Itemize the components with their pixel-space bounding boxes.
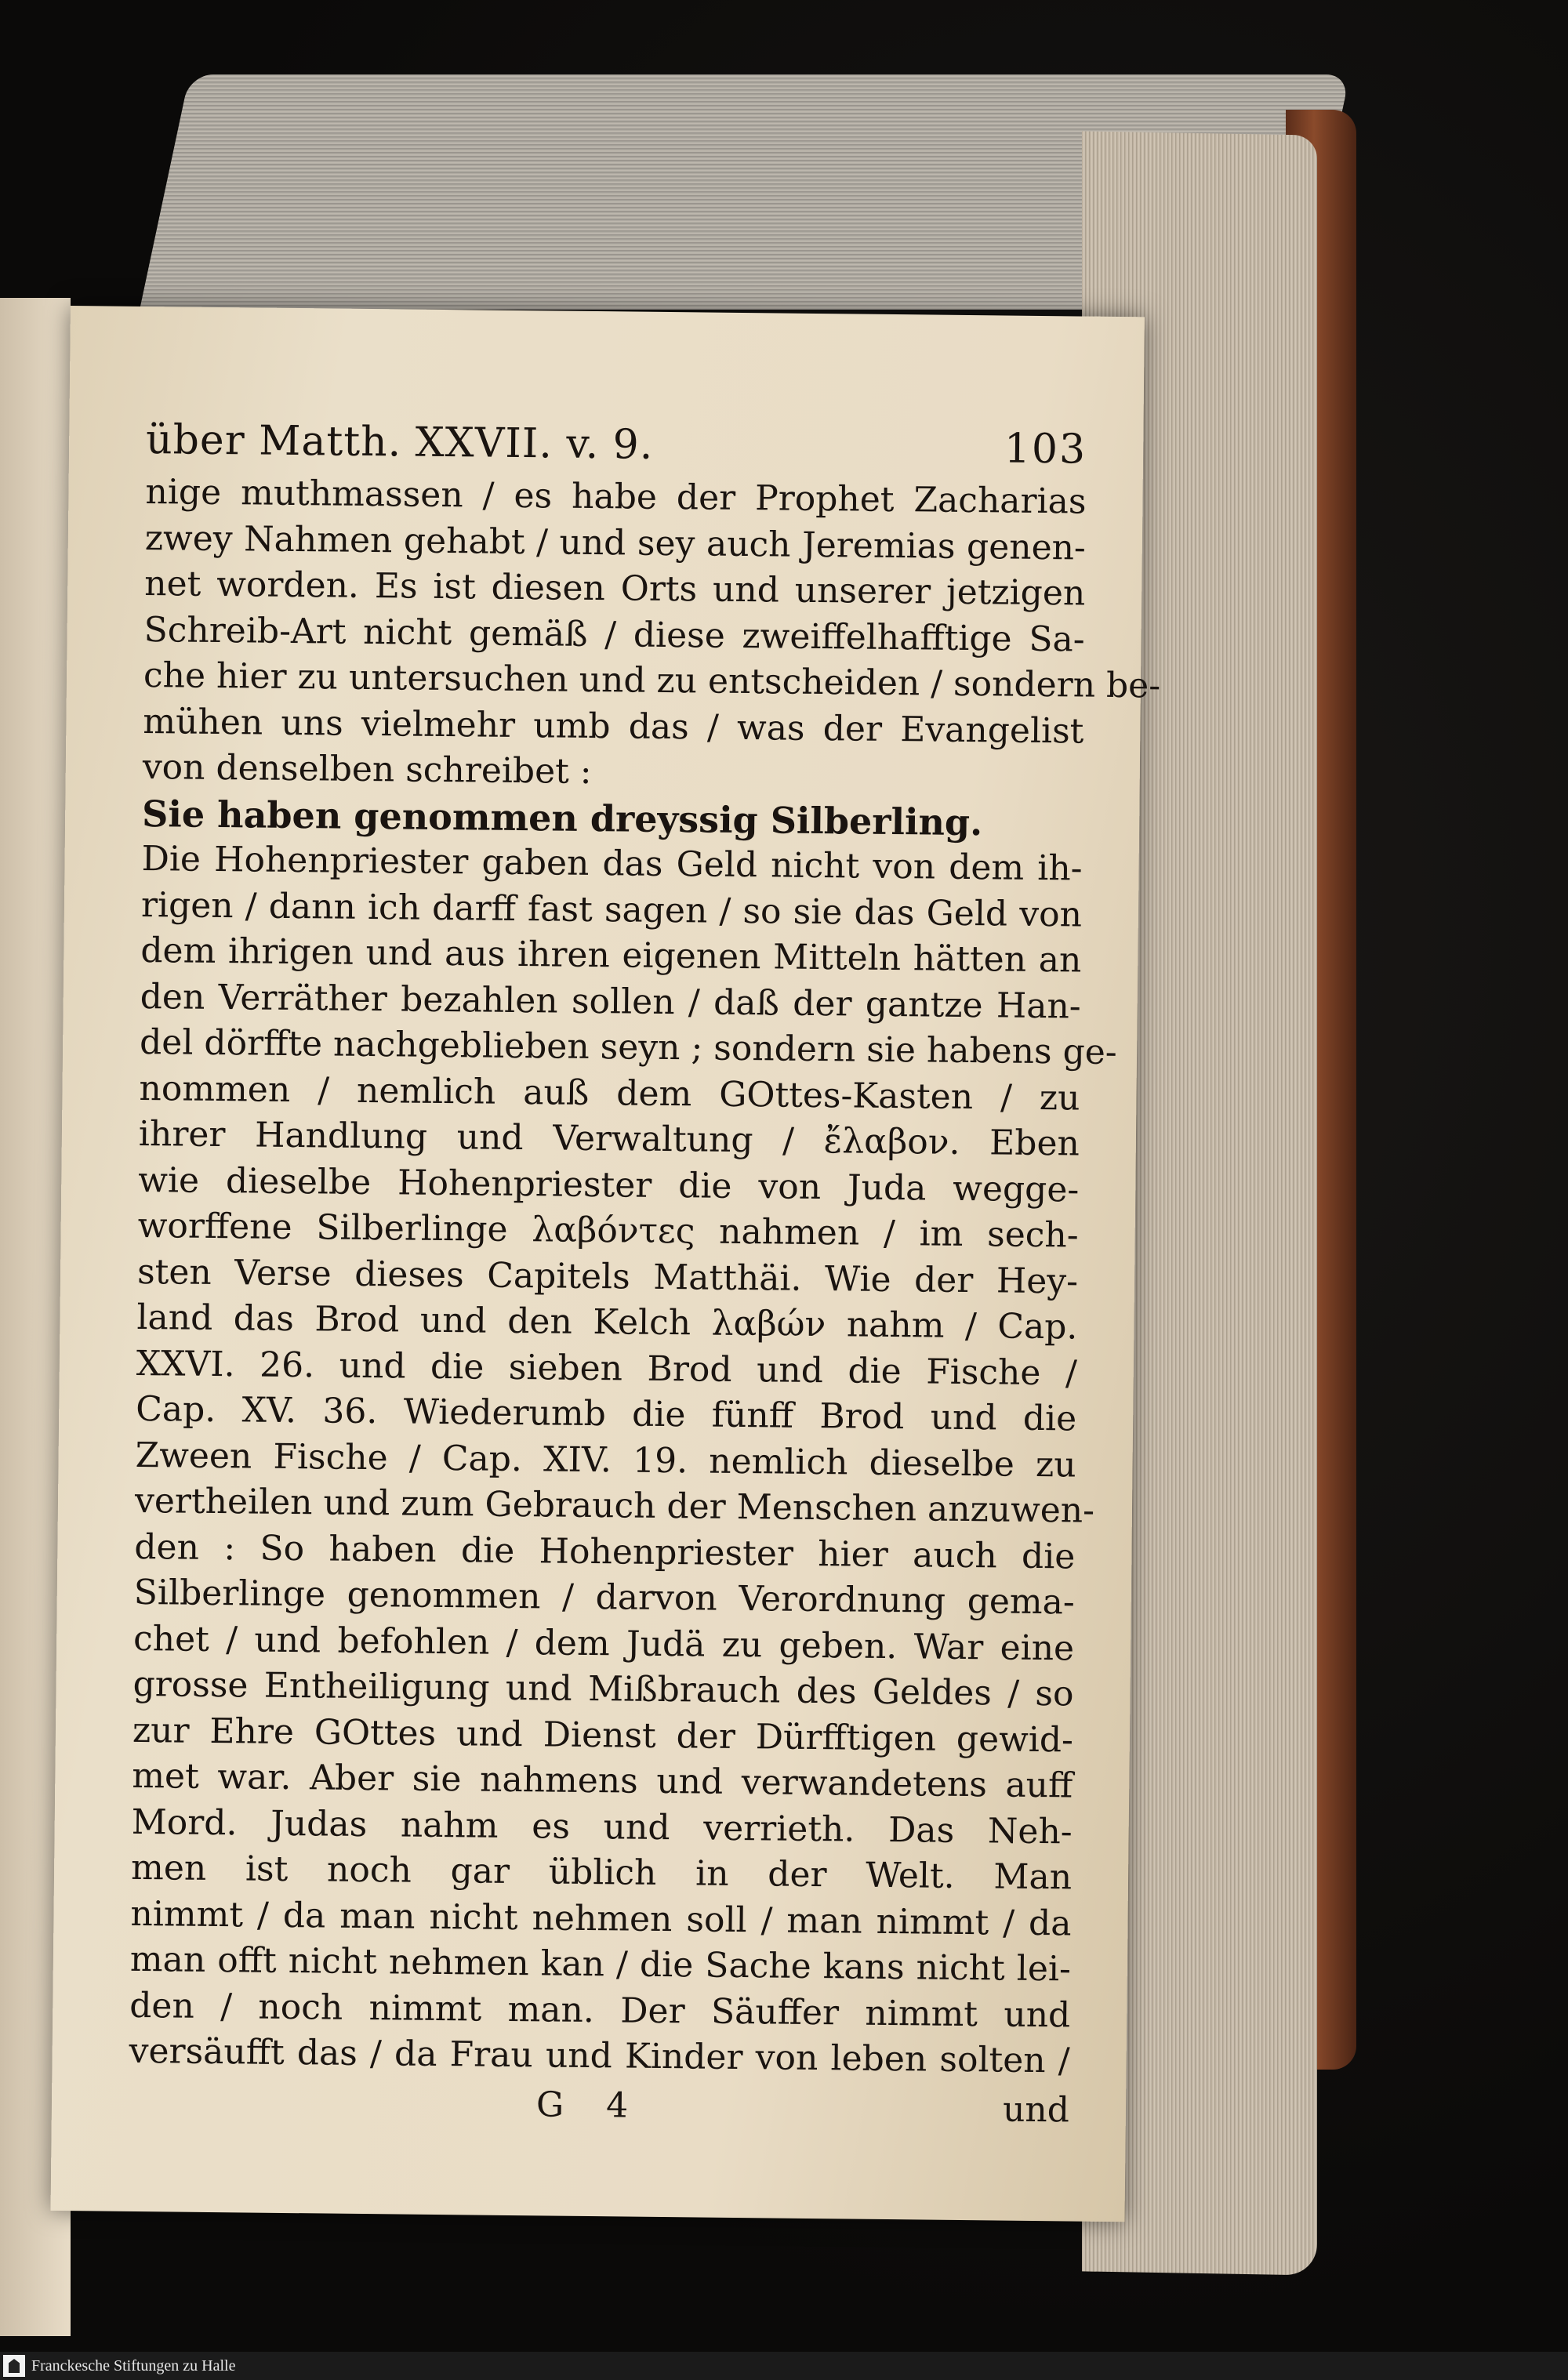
text-line: dem ihrigen und aus ihren eigenen Mitteln hätten an xyxy=(140,930,1082,981)
text-line: Zween Fische / Cap. XIV. 19. nemlich dieselbe zu xyxy=(135,1435,1076,1486)
text-line: Die Hohenpriester gaben das Geld nicht von dem ih- xyxy=(141,838,1083,889)
text-line: wie dieselbe Hohenpriester die von Juda wegge- xyxy=(138,1159,1080,1210)
text-line: net worden. Es ist diesen Orts und unserer jetzigen xyxy=(144,564,1086,614)
running-title: über Matth. XXVII. v. 9. xyxy=(145,416,654,469)
text-line: worffene Silberlinge λαβόντες nahmen / im sech- xyxy=(137,1205,1079,1256)
text-line: rigen / dann ich darff fast sagen / so sie das Geld von xyxy=(140,884,1083,935)
archive-footer-bar xyxy=(0,2352,1568,2380)
text-line: den Verräther bezahlen sollen / daß der gantze Han- xyxy=(140,976,1081,1027)
text-line: grosse Entheiligung und Mißbrauch des Geldes / so xyxy=(132,1663,1074,1714)
text-line: met war. Aber sie nahmens und verwandetens auff xyxy=(132,1755,1073,1806)
book-page xyxy=(51,306,1161,2222)
text-line: vertheilen und zum Gebrauch der Menschen anzuwen- xyxy=(134,1480,1095,1531)
page-footer xyxy=(129,2077,1070,2133)
text-line: del dörffte nachgeblieben seyn ; sondern sie habens ge- xyxy=(139,1021,1117,1073)
page-header xyxy=(146,416,1087,473)
text-line: nimmt / da man nicht nehmen soll / man nimmt / da xyxy=(130,1893,1072,1943)
text-line: zwey Nahmen gehabt / und sey auch Jeremias genen- xyxy=(144,517,1087,568)
text-line: versäufft das / da Frau und Kinder von leben solten / xyxy=(129,2030,1070,2081)
text-line: Silberlinge genommen / darvon Verordnung gema- xyxy=(133,1572,1076,1623)
section-heading: Sie haben genommen dreyssig Silberling. xyxy=(141,792,983,844)
text-line: chet / und befohlen / dem Judä zu geben. War eine xyxy=(132,1618,1075,1668)
text-line: Cap. XV. 36. Wiederumb die fünff Brod und die xyxy=(135,1388,1077,1439)
catchword: und xyxy=(1002,2089,1070,2130)
text-line: den / noch nimmt man. Der Säuffer nimmt und xyxy=(129,1985,1071,2035)
text-line: den : So haben die Hohenpriester hier auch die xyxy=(134,1526,1076,1577)
text-line: land das Brod und den Kelch λαβών nahm / Cap. xyxy=(136,1297,1078,1348)
archive-label: Franckesche Stiftungen zu Halle xyxy=(31,2356,236,2375)
text-line: sten Verse dieses Capitels Matthäi. Wie der Hey- xyxy=(136,1251,1079,1302)
signature-mark: G 4 xyxy=(535,2084,644,2126)
text-line: zur Ehre GOttes und Dienst der Dürfftigen gewid- xyxy=(132,1710,1074,1760)
text-line: von denselben schreibet : xyxy=(142,746,592,792)
text-line: man offt nicht nehmen kan / die Sache kans nicht lei- xyxy=(129,1939,1072,1990)
page-text xyxy=(129,416,1161,2133)
text-line: Mord. Judas nahm es und verrieth. Das Neh- xyxy=(131,1801,1073,1852)
text-line: nige muthmassen / es habe der Prophet Zacharias xyxy=(145,472,1087,522)
text-line: mühen uns vielmehr umb das / was der Evangelist xyxy=(143,701,1084,752)
archive-logo-icon xyxy=(3,2355,25,2377)
page-number: 103 xyxy=(1004,425,1087,473)
text-line: men ist noch gar üblich in der Welt. Man xyxy=(130,1847,1073,1898)
text-line: ihrer Handlung und Verwaltung / ἔλαβον. Eben xyxy=(138,1113,1080,1164)
text-line: nommen / nemlich auß dem GOttes-Kasten / zu xyxy=(139,1068,1080,1119)
text-line: che hier zu untersuchen und zu entscheiden / sondern be- xyxy=(143,655,1161,706)
text-line: Schreib-Art nicht gemäß / diese zweiffelhafftige Sa- xyxy=(143,609,1085,660)
text-line: XXVI. 26. und die sieben Brod und die Fische / xyxy=(136,1343,1078,1394)
